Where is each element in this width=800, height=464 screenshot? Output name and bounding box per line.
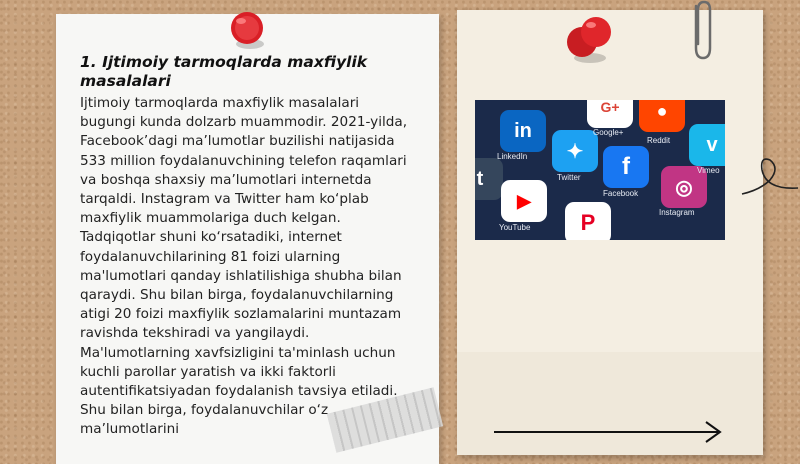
twitter-app-icon: ✦ — [552, 130, 598, 172]
facebook-app-icon: f — [603, 146, 649, 188]
facebook-label: Facebook — [603, 189, 639, 198]
youtube-label: YouTube — [499, 223, 531, 232]
pinterest-app-icon: P — [565, 202, 611, 240]
instagram-app-icon: ◎ — [661, 166, 707, 208]
linkedin-label: LinkedIn — [497, 152, 528, 161]
right-arrow-icon — [492, 418, 728, 448]
red-pushpin-right-icon — [560, 12, 620, 67]
reddit-app-icon: ● — [639, 100, 685, 132]
red-pushpin-left-icon — [226, 8, 270, 52]
google-plus-label: Google+ — [593, 128, 624, 137]
tumblr-app-icon: t — [475, 158, 503, 200]
social-media-apps-photo — [475, 100, 725, 240]
curl-doodle-icon — [740, 150, 800, 210]
linkedin-app-icon: in — [500, 110, 546, 152]
section-title: 1. Ijtimoiy tarmoqlarda maxfiylik masalalari — [80, 53, 368, 90]
vimeo-app-icon: v — [689, 124, 725, 166]
instagram-label: Instagram — [659, 208, 695, 217]
google-plus-app-icon: G+ — [587, 100, 633, 128]
reddit-label: Reddit — [647, 136, 671, 145]
twitter-label: Twitter — [557, 173, 581, 182]
vimeo-label: Vimeo — [697, 166, 720, 175]
paperclip-icon — [686, 0, 716, 62]
section-body-text: Ijtimoiy tarmoqlarda maxfiylik masalalari bugungi kunda dolzarb muammodir. 2021-yilda, Facebook’dagi ma’lumotlar buzilishi natijasida 533 million foydalanuvchining telefon raqamlari va boshqa shaxsiy ma’lumotlari internetda tarqaldi. Instagram va Twitter ham ko‘plab maxfiylik muammolariga duch kelgan. Tadqiqotlar shuni ko‘rsatadiki, internet foydalanuvchilarining 81 foizi ularning ma'lumotlari qanday ishlatilishiga shubha bilan qaraydi. Shu bilan birga, foydalanuvchilarning atigi 20 foizi maxfiylik sozlamalarini muntazam ravishda tekshiradi va yangilaydi. Ma'lumotlarning xavfsizligini ta'minlash uchun kuchli parollar yaratish va ikki faktorli autentifikatsiyadan foydalanish tavsiya etiladi. Shu bilan birga, foydalanuvchilar o‘z ma’lumotlarini — [80, 95, 408, 438]
youtube-app-icon: ▶ — [501, 180, 547, 222]
